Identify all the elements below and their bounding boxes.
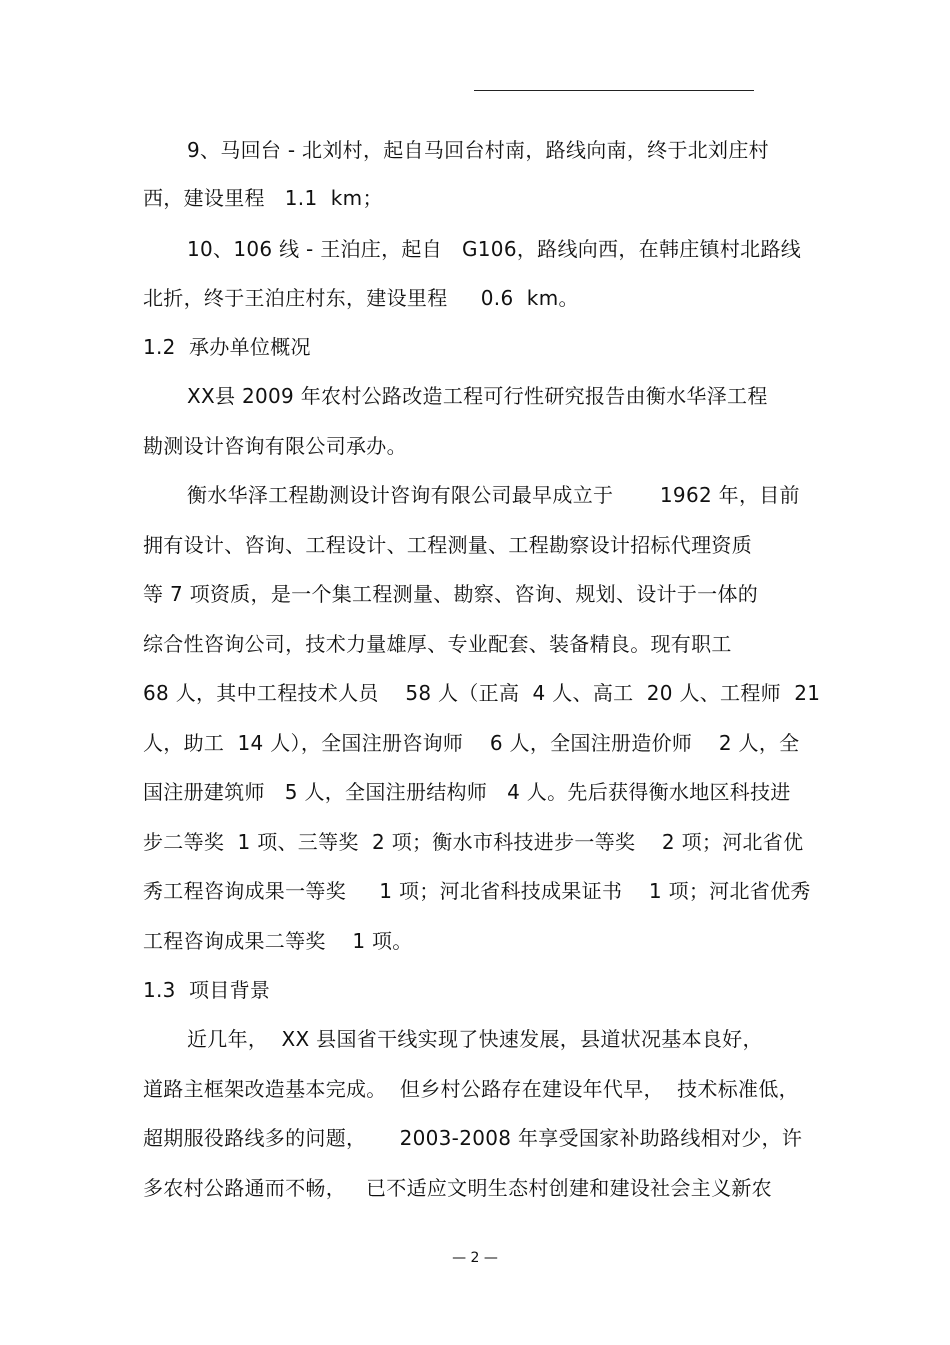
paragraph-line: 西，建设里程 1.1 km； [143,186,383,210]
paragraph-line: 勘测设计咨询有限公司承办。 [143,434,407,458]
paragraph-line: 工程咨询成果二等奖 1 项。 [143,929,413,953]
paragraph-line: 衡水华泽工程勘测设计咨询有限公司最早成立于 1962 年，目前 [187,483,800,507]
section-heading: 1.3 项目背景 [143,978,271,1002]
paragraph-line: 综合性咨询公司，技术力量雄厚、专业配套、装备精良。现有职工 [143,632,732,656]
paragraph-line: 等 7 项资质，是一个集工程测量、勘察、咨询、规划、设计于一体的 [143,582,759,606]
paragraph-line: 北折，终于王泊庄村东，建设里程 0.6 km。 [143,286,579,310]
section-heading: 1.2 承办单位概况 [143,335,311,359]
page-number: — 2 — [452,1250,498,1266]
paragraph-line: 多农村公路通而不畅， 已不适应文明生态村创建和建设社会主义新农 [143,1176,772,1200]
paragraph-line: 超期服役路线多的问题， 2003-2008 年享受国家补助路线相对少，许 [143,1126,803,1150]
paragraph-line: 秀工程咨询成果一等奖 1 项；河北省科技成果证书 1 项；河北省优秀 [143,879,811,903]
paragraph-line: 道路主框架改造基本完成。 但乡村公路存在建设年代早， 技术标准低， [143,1077,799,1101]
paragraph-line: XX县 2009 年农村公路改造工程可行性研究报告由衡水华泽工程 [187,384,768,408]
paragraph-line: 10、106 线 - 王泊庄，起自 G106，路线向西，在韩庄镇村北路线 [187,237,802,261]
paragraph-line: 拥有设计、咨询、工程设计、工程测量、工程勘察设计招标代理资质 [143,533,752,557]
paragraph-line: 步二等奖 1 项、三等奖 2 项；衡水市科技进步一等奖 2 项；河北省优 [143,830,804,854]
paragraph-line: 近几年， XX 县国省干线实现了快速发展，县道状况基本良好， [187,1027,763,1051]
paragraph-line: 68 人，其中工程技术人员 58 人（正高 4 人、高工 20 人、工程师 21 [143,681,821,705]
paragraph-line: 国注册建筑师 5 人，全国注册结构师 4 人。先后获得衡水地区科技进 [143,780,791,804]
paragraph-line: 9、马回台 - 北刘村，起自马回台村南，路线向南，终于北刘庄村 [187,138,769,162]
header-rule [474,90,754,91]
paragraph-line: 人，助工 14 人），全国注册咨询师 6 人，全国注册造价师 2 人，全 [143,731,800,755]
